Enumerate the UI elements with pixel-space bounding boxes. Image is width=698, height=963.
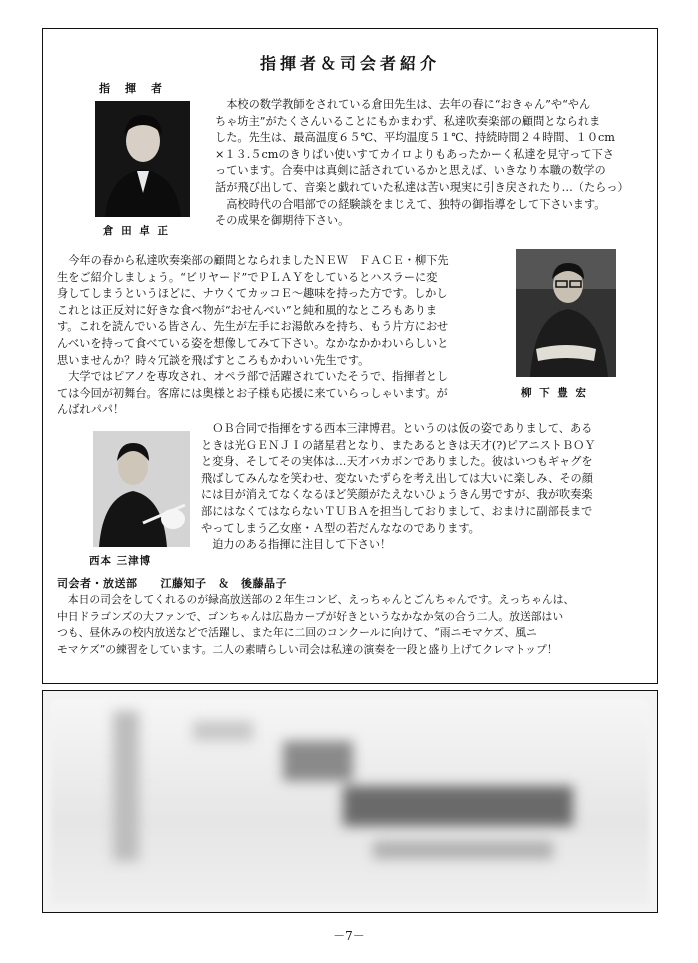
advisor-line: これとは正反対に好きな食べ物が“おせんべい”と純和風的なところもありま: [57, 303, 438, 317]
advisor-line: す。これを読んでいる皆さん、先生が左手にお湯飲みを持ち、もう片方におせ: [57, 320, 449, 334]
page-number: －7－: [333, 929, 365, 943]
conductor-line: 高校時代の合唱部での経験談をまじえて、独特の御指導をして下さいます。: [226, 197, 606, 211]
article-frame: [42, 28, 658, 684]
mc-line: 本日の司会をしてくれるのが緑高放送部の２年生コンビ、えっちゃんとごんちゃんです。えっちゃんは、: [67, 593, 575, 606]
guest-paragraph: [201, 421, 649, 554]
mc-paragraph: [57, 592, 649, 658]
conductor-line: っています。合奏中は真剣に話されているかと思えば、いきなり本職の数学の: [215, 164, 606, 178]
mc-line: 中日ドラゴンズの大ファンで、ゴンちゃんは広島カープが好きというなかなか気の合う二人。放送部はい: [57, 609, 564, 623]
guest-line: 部にはなくてはならないＴＵＢＡを担当しておりまして、おまけに副部長まで: [201, 504, 593, 518]
advisor-line: 生をご紹介しましょう。“ビリヤード”でＰＬＡＹをしているとハスラーに変: [57, 270, 438, 284]
conductor-line: した。先生は、最高温度６５℃、平均温度５１℃、持続時間２４時間、１０cm: [215, 131, 615, 145]
blurred-ad-box: [42, 690, 658, 913]
guest-line: ＯＢ合同で指揮をする西本三津博君。というのは仮の姿でありまして、ある: [212, 422, 593, 435]
mc-line: モマケズ”の練習をしています。二人の素晴らしい司会は私達の演奏を一段と盛り上げてクレマトップ！: [57, 642, 558, 656]
advisor-photo: [516, 249, 616, 377]
conductor-portrait-image: [95, 101, 190, 217]
guest-portrait-image: [93, 431, 190, 547]
advisor-line: 身してしまうというほどに、ナウくてカッコＥ～趣味を持った方です。しかし: [57, 287, 448, 301]
advisor-portrait-image: [516, 249, 616, 377]
guest-line: やってしまう乙女座・Ａ型の若だんななのであります。: [201, 521, 480, 535]
guest-name: 西本 三津博: [89, 555, 152, 567]
mc-line: つも、昼休みの校内放送などで活躍し、また年に二回のコンクールに向けて、“雨ニモマケズ、風ニ: [57, 626, 537, 640]
conductor-line: その成果を御期待下さい。: [215, 214, 350, 228]
conductor-name: 倉 田 卓 正: [103, 225, 170, 237]
conductor-line: ちゃ坊主”がたくさんいることにもかまわず、私達吹奏楽部の顧問となられま: [215, 114, 601, 128]
advisor-line: 今年の春から私達吹奏楽部の顧問となられましたＮＥＷ ＦＡＣＥ・柳下先: [68, 254, 449, 267]
page-title: 指揮者＆司会者紹介: [259, 54, 440, 73]
guest-line: と変身、そしてその実体は…天才バカボンでありました。彼はいつもギャグを: [201, 455, 593, 469]
conductor-photo: [95, 101, 190, 217]
conductor-paragraph: [215, 97, 647, 230]
blurred-ad-graphic: [43, 691, 658, 913]
guest-line: には目が消えてなくなるほど笑顔がたえないひょうきん男ですが、我が吹奏楽: [201, 488, 593, 502]
advisor-line: 大学ではピアノを専攻され、オペラ部で活躍されていたそうで、指揮者とし: [68, 370, 449, 384]
mc-heading: 司会者・放送部 江藤知子 ＆ 後藤晶子: [57, 577, 287, 590]
advisor-line: んばれパパ！: [57, 403, 125, 417]
guest-line: 迫力のある指揮に注目して下さい！: [212, 538, 392, 552]
advisor-paragraph: [57, 253, 497, 419]
advisor-line: んべいを持って食べている姿を想像してみて下さい。なかなかかわいらしいと: [57, 336, 449, 350]
advisor-name: 柳 下 豊 宏: [521, 387, 588, 399]
conductor-line: ×１３.５cmのきりぱい使いすてカイロよりもあったかーく私達を見守って下さ: [215, 147, 614, 161]
conductor-line: 本校の数学教師をされている倉田先生は、去年の春に“おきゃん”や“やん: [226, 98, 591, 111]
conductor-heading: 指 揮 者: [99, 82, 164, 95]
conductor-line: 話が飛び出して、音楽と戯れていた私達は苦い現実に引き戻されたり…（たらっ）: [215, 180, 629, 194]
advisor-line: ては今回が初舞台。客席には奥様とお子様も応援に来ていらっしゃいます。が: [57, 386, 448, 400]
guest-line: ときは光ＧＥＮＪＩの諸星君となり、またあるときは天才(?)ピアニストＢＯＹ: [201, 438, 596, 452]
advisor-line: 思いませんか？時々冗談を飛ばすところもかわいい先生です。: [57, 353, 370, 367]
guest-photo: [93, 431, 190, 547]
guest-line: 飛ばしてみんなを笑わせ、変ないたずらを考え出しては大いに楽しみ、その顔: [201, 471, 593, 485]
